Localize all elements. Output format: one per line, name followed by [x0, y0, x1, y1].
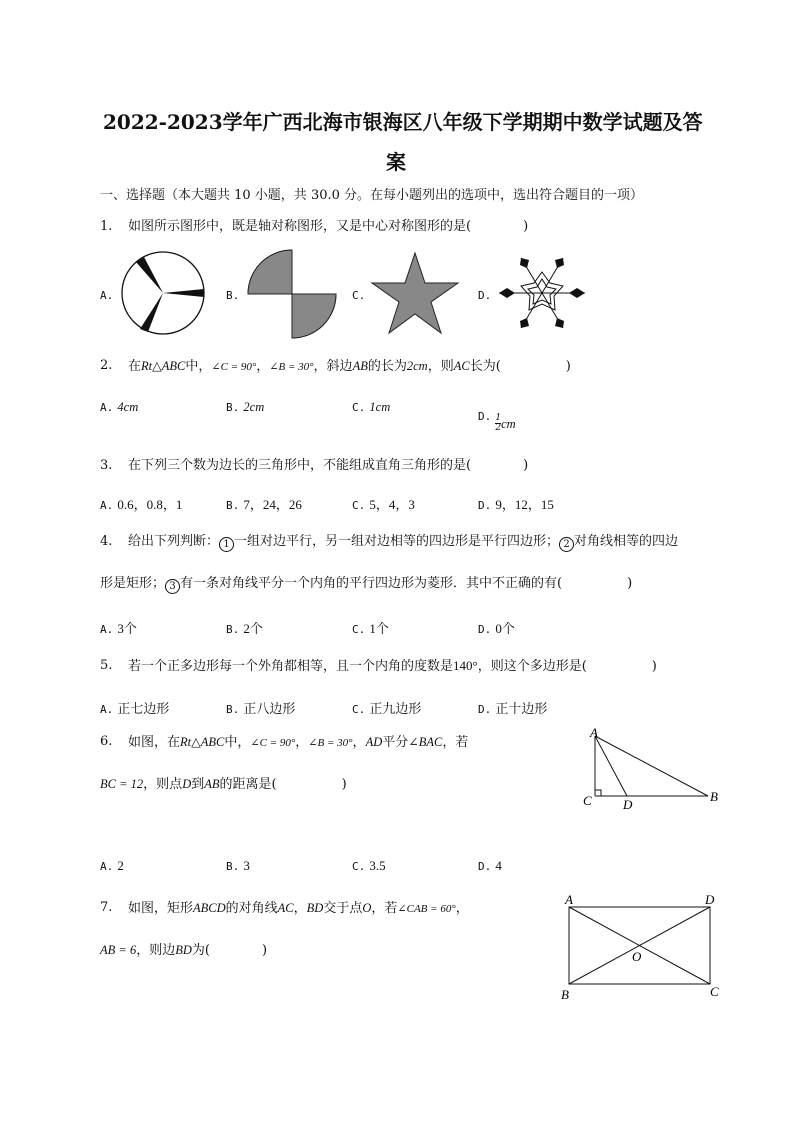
- section-heading: 一、选择题（本大题共 10 小题，共 30.0 分。在每小题列出的选项中，选出符合题目的一项）: [100, 188, 644, 203]
- q4-text-line1: 给出下列判断： 1 一组对边平行，另一组对边相等的四边形是平行四边形； 2 对角线相等的四边: [128, 534, 679, 550]
- point-label-c: C: [583, 793, 592, 808]
- q1-label-d: D.: [478, 289, 492, 302]
- q1-text: 如图所示图形中，既是轴对称图形，又是中心对称图形的是( ): [128, 219, 529, 234]
- q1-label-a: A.: [100, 289, 114, 302]
- point-label-d: D: [705, 892, 715, 907]
- q4-option-b: B. 2个: [226, 621, 263, 637]
- q6-option-c: C. 3.5: [352, 858, 386, 873]
- fraction: $\frac{1}{2}$: [495, 413, 502, 433]
- q7-text-line1: 如图，矩形ABCD的对角线AC，BD交于点O，若∠CAB = 60°，: [128, 901, 469, 916]
- doc-title-line1: 2022-2023学年广西北海市银海区八年级下学期期中数学试题及答: [103, 110, 703, 134]
- q1-number: 1.: [100, 219, 113, 234]
- q7-rectangle-figure: [560, 892, 730, 1004]
- q5-number: 5.: [100, 658, 113, 673]
- q3-option-d: D. 9，12，15: [478, 497, 554, 512]
- point-label-c: C: [710, 984, 719, 999]
- q6-text-line1: 如图，在Rt△ABC中，∠C = 90°，∠B = 30°，AD平分∠BAC，若: [128, 735, 469, 750]
- q3-number: 3.: [100, 458, 113, 473]
- q5-option-b: B. 正八边形: [226, 702, 296, 717]
- q2-option-b: B. 2cm: [226, 400, 265, 414]
- point-label-d: D: [623, 797, 633, 812]
- point-label-o: O: [632, 949, 642, 964]
- q1-label-b: B.: [226, 289, 240, 302]
- point-label-a: A: [590, 725, 598, 740]
- q6-option-d: D. 4: [478, 858, 502, 873]
- q3-option-b: B. 7，24，26: [226, 497, 302, 512]
- q2-option-a: A. 4cm: [100, 400, 139, 414]
- q6-number: 6.: [100, 734, 113, 749]
- q1-figure-a: [120, 250, 206, 336]
- q5-option-c: C. 正九边形: [352, 702, 422, 717]
- point-label-b: B: [561, 987, 569, 1002]
- q3-option-a: A. 0.6，0.8，1: [100, 497, 183, 512]
- q4-text-line2: 形是矩形； 3 有一条对角线平分一个内角的平行四边形为菱形．其中不正确的有( ): [100, 576, 633, 592]
- q1-figure-b: [246, 248, 338, 340]
- point-label-a: A: [565, 892, 573, 907]
- q3-option-c: C. 5，4，3: [352, 497, 415, 512]
- point-label-b: B: [710, 789, 718, 804]
- q2-number: 2.: [100, 358, 113, 373]
- q6-text-line2: BC = 12，则点D到AB的距离是( ): [100, 777, 347, 792]
- q6-option-b: B. 3: [226, 858, 250, 873]
- q3-text: 在下列三个数为边长的三角形中，不能组成直角三角形的是( ): [128, 458, 529, 473]
- q7-text-line2: AB = 6，则边BD为( ): [100, 943, 268, 958]
- q2-option-d: D. $\frac{1}{2}cm$: [478, 410, 516, 433]
- q4-option-c: C. 1个: [352, 621, 389, 637]
- q7-number: 7.: [100, 900, 113, 915]
- q5-option-a: A. 正七边形: [100, 702, 170, 717]
- q2-text: 在Rt△ABC中，∠C = 90°，∠B = 30°，斜边AB的长为2cm，则AC长为( ): [128, 359, 571, 374]
- q1-label-c: C.: [352, 289, 366, 302]
- q2-option-c: C. 1cm: [352, 400, 391, 414]
- q1-figure-d: [497, 252, 587, 334]
- q1-figure-c: [370, 250, 460, 336]
- q4-option-a: A. 3个: [100, 621, 137, 637]
- doc-title-line2: 案: [386, 150, 406, 174]
- q5-text: 若一个正多边形每一个外角都相等，且一个内角的度数是140°，则这个多边形是( ): [128, 658, 657, 674]
- q6-option-a: A. 2: [100, 858, 124, 873]
- q4-number: 4.: [100, 534, 113, 549]
- q4-option-d: D. 0个: [478, 621, 515, 637]
- q5-option-d: D. 正十边形: [478, 702, 548, 717]
- q6-triangle-figure: [580, 726, 725, 812]
